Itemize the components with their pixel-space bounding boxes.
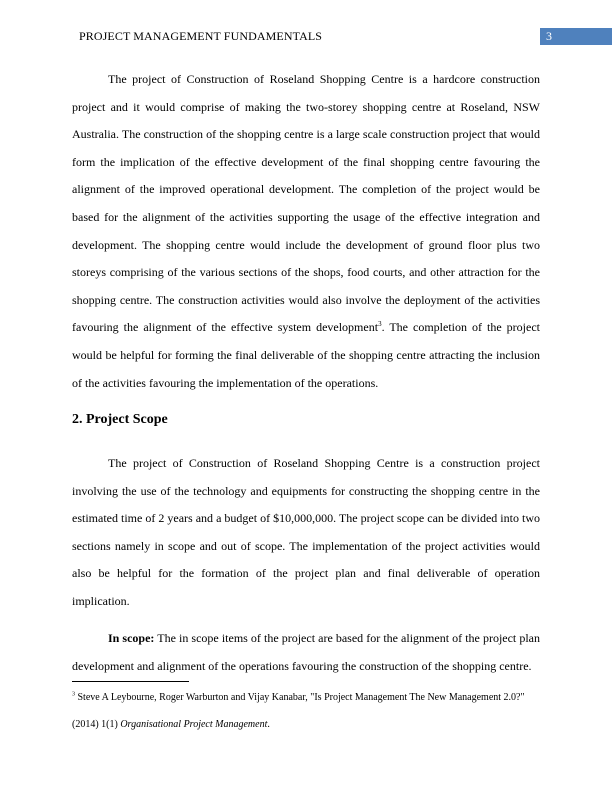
running-head: PROJECT MANAGEMENT FUNDAMENTALS — [79, 29, 323, 43]
section-heading-project-scope: 2. Project Scope — [72, 412, 168, 427]
footnote-reference[interactable]: 3 — [378, 320, 382, 329]
footnote — [72, 684, 540, 738]
body-paragraph-2: The project of Construction of Roseland Shopping Centre is a construction project involving the use of the technology and equipments for constructing the shopping centre in the estimated time of 2 years and a budget of $10,000,000. The project scope can be divided into two sections namely in scope and out of scope. The implementation of the project activities would also be helpful for the formation of the project plan and final deliverable of operation implication. — [72, 456, 540, 608]
page-number: 3 — [540, 28, 612, 45]
footnote-end: . — [267, 719, 270, 730]
in-scope-label: In scope: — [108, 631, 155, 645]
footnote-number: 3 — [72, 691, 75, 698]
body-paragraph-in-scope — [72, 625, 540, 680]
footnote-text: Steve A Leybourne, Roger Warburton and Vijay Kanabar, "Is Project Management The New Management 2.0?" (2014) 1(1) — [72, 692, 525, 730]
footnote-journal: Organisational Project Management — [120, 719, 268, 730]
in-scope-text: The in scope items of the project are based for the alignment of the project plan development and alignment of the operations favouring the construction of the shopping centre. — [72, 631, 540, 673]
paragraph-text-continued: . The completion of the project would be helpful for forming the final deliverable of the shopping centre attracting the inclusion of the activities favouring the implementation of the operations. — [72, 320, 540, 390]
paragraph-text: The project of Construction of Roseland Shopping Centre is a hardcore construction project and it would comprise of making the two-storey shopping centre at Roseland, NSW Australia. The construction of the shopping centre is a large scale construction project that would form the implication of the effective development of the final shopping centre favouring the alignment of the improved operational development. The completion of the project would be based for the alignment of the activities supporting the usage of the effective integration and development. The shopping centre would include the development of ground floor plus two storeys comprising of the various sections of the shops, food courts, and other attraction for the shopping centre. The construction activities would also involve the deployment of the activities favouring the alignment of the effective system development — [72, 72, 540, 335]
body-paragraph-1 — [72, 66, 540, 397]
footnote-separator — [72, 681, 189, 682]
